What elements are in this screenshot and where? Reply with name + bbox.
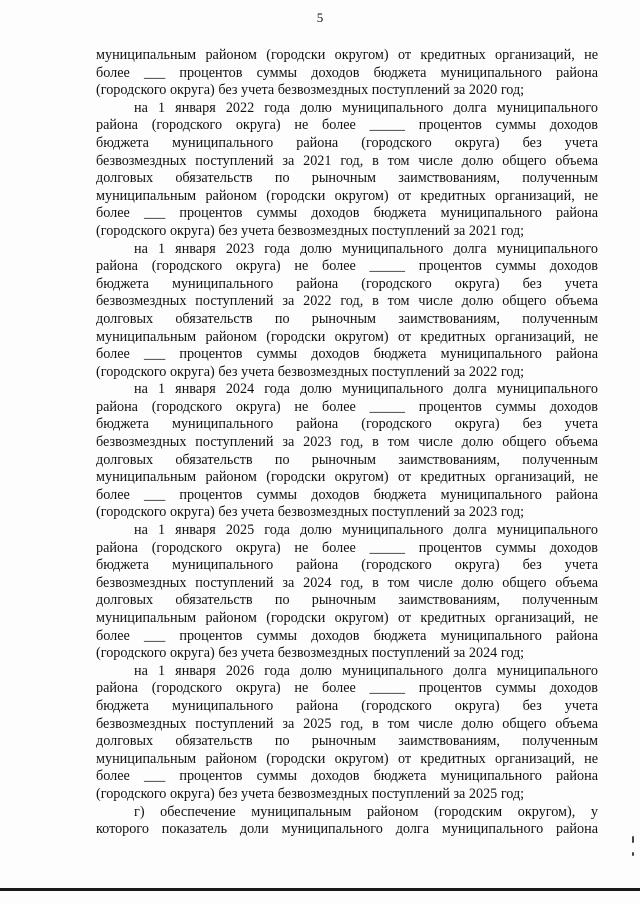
text-line: муниципальным районом (городски округом) от кредитных организаций, не: [96, 47, 598, 63]
text-line: безвозмездных поступлений за 2024 год, в том числе долю общего объема: [96, 574, 598, 591]
text-line: более ___ процентов суммы доходов бюджета муниципального района: [96, 486, 598, 503]
text-line: муниципальным районом (городски округом) от кредитных организаций, не: [96, 187, 598, 204]
text-line: бюджета муниципального района (городского округа) без учета: [96, 275, 598, 292]
paragraph-first-line: на 1 января 2023 года долю муниципального долга муниципального: [134, 240, 598, 257]
page-bottom-edge: [0, 888, 640, 891]
text-line: бюджета муниципального района (городского округа) без учета: [96, 134, 598, 151]
text-line: района (городского округа) не более _____ процентов суммы доходов: [96, 258, 598, 275]
text-line: (городского округа) без учета безвозмездных поступлений за 2020 год;: [96, 82, 525, 99]
text-line: района (городского округа) не более _____ процентов суммы доходов: [96, 117, 598, 134]
text-line: муниципальным районом (городски округом) от кредитных организаций, не: [96, 469, 598, 486]
text-line: муниципальным районом (городски округом) от кредитных организаций, не: [96, 750, 598, 767]
text-line: долговых обязательств по рыночным заимствованиям, полученным: [96, 310, 598, 327]
text-line: более ___ процентов суммы доходов бюджета муниципального района: [96, 346, 598, 363]
text-line: долговых обязательств по рыночным заимствованиям, полученным: [96, 451, 598, 468]
text-line: более ___ процентов суммы доходов бюджета муниципального района: [96, 205, 598, 222]
text-line: (городского округа) без учета безвозмездных поступлений за 2024 год;: [96, 645, 525, 662]
text-line: безвозмездных поступлений за 2021 год, в том числе долю общего объема: [96, 152, 598, 169]
text-line: (городского округа) без учета безвозмездных поступлений за 2025 год;: [96, 785, 525, 802]
text-line: которого показатель доли муниципального долга муниципального района: [96, 821, 598, 838]
body-text: [96, 47, 598, 839]
text-line: муниципальным районом (городски округом) от кредитных организаций, не: [96, 328, 598, 345]
paragraph-first-line: г) обеспечение муниципальным районом (городским округом), у: [134, 803, 598, 820]
text-line: долговых обязательств по рыночным заимствованиям, полученным: [96, 592, 598, 609]
text-line: бюджета муниципального района (городского округа) без учета: [96, 416, 598, 433]
text-line: более ___ процентов суммы доходов бюджета муниципального района: [96, 64, 598, 81]
text-line: муниципальным районом (городски округом) от кредитных организаций, не: [96, 610, 598, 626]
text-line: (городского округа) без учета безвозмездных поступлений за 2021 год;: [96, 222, 525, 239]
text-line: бюджета муниципального района (городского округа) без учета: [96, 557, 598, 574]
paragraph-first-line: на 1 января 2025 года долю муниципального долга муниципального: [134, 522, 598, 539]
text-line: безвозмездных поступлений за 2025 год, в том числе долю общего объема: [96, 715, 598, 732]
text-line: долговых обязательств по рыночным заимствованиям, полученным: [96, 170, 598, 187]
text-line: (городского округа) без учета безвозмездных поступлений за 2023 год;: [96, 504, 525, 521]
scan-artifact: [632, 852, 634, 856]
text-line: безвозмездных поступлений за 2022 год, в том числе долю общего объема: [96, 293, 598, 310]
text-line: долговых обязательств по рыночным заимствованиям, полученным: [96, 733, 598, 750]
text-line: (городского округа) без учета безвозмездных поступлений за 2022 год;: [96, 363, 525, 380]
paragraph-first-line: на 1 января 2022 года долю муниципального долга муниципального: [134, 99, 598, 116]
text-line: района (городского округа) не более _____ процентов суммы доходов: [96, 398, 598, 415]
text-line: района (городского округа) не более _____ процентов суммы доходов: [96, 680, 598, 697]
text-line: более ___ процентов суммы доходов бюджета муниципального района: [96, 768, 598, 785]
text-line: района (городского округа) не более _____ процентов суммы доходов: [96, 539, 598, 556]
text-line: более ___ процентов суммы доходов бюджета муниципального района: [96, 627, 598, 644]
paragraph-first-line: на 1 января 2026 года долю муниципального долга муниципального: [134, 662, 598, 679]
page-number: 5: [316, 10, 324, 25]
text-line: бюджета муниципального района (городского округа) без учета: [96, 697, 598, 714]
text-line: безвозмездных поступлений за 2023 год, в том числе долю общего объема: [96, 434, 598, 451]
scan-artifact: [632, 836, 634, 843]
paragraph-first-line: на 1 января 2024 года долю муниципального долга муниципального: [134, 381, 598, 398]
